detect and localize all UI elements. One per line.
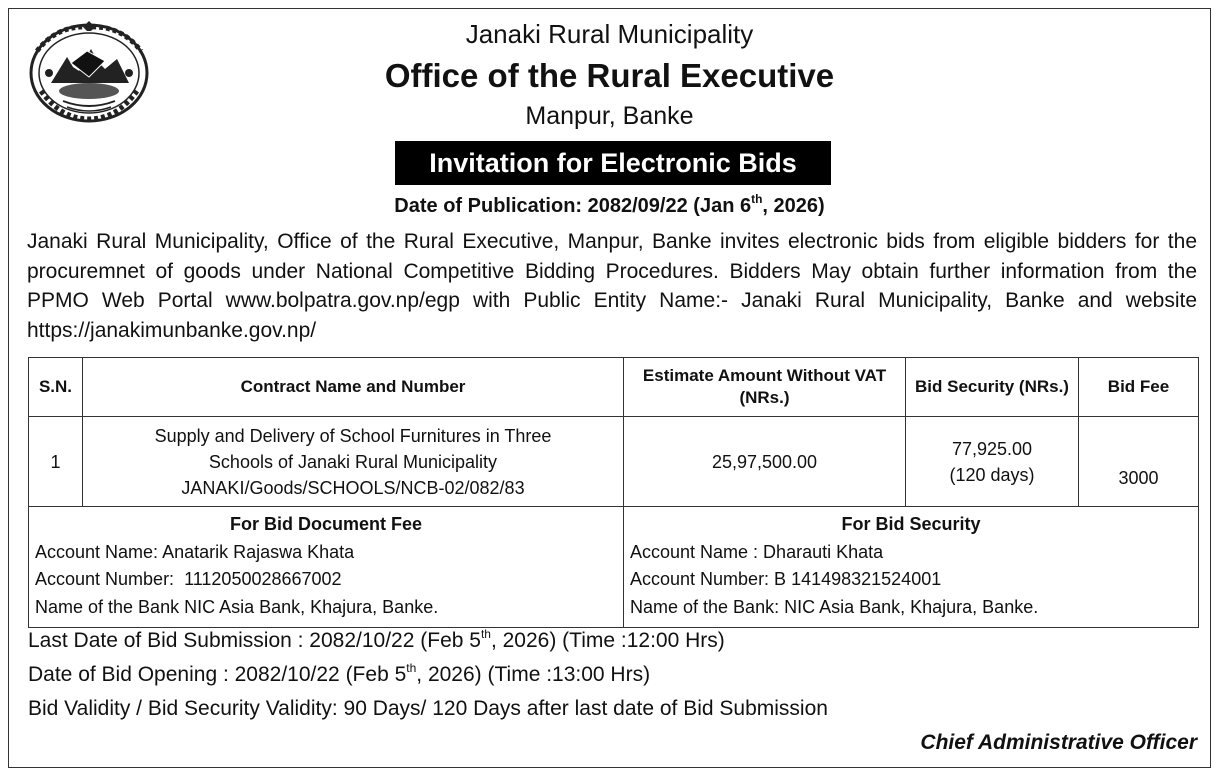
security-amount: 77,925.00 xyxy=(951,438,1033,459)
header-estimate: Estimate Amount Without VAT (NRs.) xyxy=(624,358,906,417)
document-fee-account-name: Account Name: Anatarik Rajaswa Khata xyxy=(35,541,355,562)
document-fee-account xyxy=(29,507,624,628)
header-bid-security: Bid Security (NRs.) xyxy=(906,358,1079,417)
document-fee-bank: Name of the Bank NIC Asia Bank, Khajura, Banke. xyxy=(35,596,439,617)
contract-line: Supply and Delivery of School Furnitures in Three xyxy=(154,425,552,446)
row-contract xyxy=(83,417,624,507)
municipality-name: Janaki Rural Municipality xyxy=(465,19,754,49)
row-bid-fee: 3000 xyxy=(1079,417,1199,507)
row-sn: 1 xyxy=(29,417,83,507)
document-fee-title: For Bid Document Fee xyxy=(229,514,422,534)
bid-table xyxy=(28,357,1199,507)
submission-deadline: Last Date of Bid Submission : 2082/10/22 (Feb 5th, 2026) (Time :12:00 Hrs) xyxy=(28,627,725,652)
security-days: (120 days) xyxy=(949,464,1035,485)
bid-security-title: For Bid Security xyxy=(841,514,981,534)
signatory-title: Chief Administrative Officer xyxy=(920,731,1197,754)
bid-security-account-name: Account Name : Dharauti Khata xyxy=(630,541,884,562)
office-location: Manpur, Banke xyxy=(525,102,694,130)
contract-line: Schools of Janaki Rural Municipality xyxy=(208,451,498,472)
bid-opening-date: Date of Bid Opening : 2082/10/22 (Feb 5th, 2026) (Time :13:00 Hrs) xyxy=(28,661,651,686)
notice-banner: Invitation for Electronic Bids xyxy=(395,141,831,185)
row-bid-security xyxy=(906,417,1079,507)
bid-security-account xyxy=(624,507,1199,628)
document-fee-account-number: Account Number: 1112050028667002 xyxy=(35,569,342,589)
contract-number: JANAKI/Goods/SCHOOLS/NCB-02/082/83 xyxy=(181,477,525,498)
table-header-row xyxy=(29,358,1199,417)
header-sn: S.N. xyxy=(29,358,83,417)
bid-notice-page xyxy=(8,8,1211,768)
account-details xyxy=(28,506,1199,628)
bid-security-account-number: Account Number: B 141498321524001 xyxy=(630,569,942,589)
table-row xyxy=(29,417,1199,507)
office-title: Office of the Rural Executive xyxy=(384,57,835,94)
header-contract: Contract Name and Number xyxy=(83,358,624,417)
publication-date: Date of Publication: 2082/09/22 (Jan 6th, 2026) xyxy=(394,192,825,217)
bid-security-bank: Name of the Bank: NIC Asia Bank, Khajura, Banke. xyxy=(630,596,1039,617)
intro-paragraph: Janaki Rural Municipality, Office of the Rural Executive, Manpur, Banke invites electronic bids from eligible bidders for the procuremnet of goods under National Competitive Bidding Procedures. Bidders May obtain further information from the PPMO Web Portal www.bolpatra.gov.np/egp with Public Entity Name:- Janaki Rural Municipality, Banke and website https://janakimunbanke.gov.np/ xyxy=(27,230,1197,342)
bid-validity: Bid Validity / Bid Security Validity: 90 Days/ 120 Days after last date of Bid Submission xyxy=(28,697,828,720)
row-estimate: 25,97,500.00 xyxy=(624,417,906,507)
header-bid-fee: Bid Fee xyxy=(1079,358,1199,417)
